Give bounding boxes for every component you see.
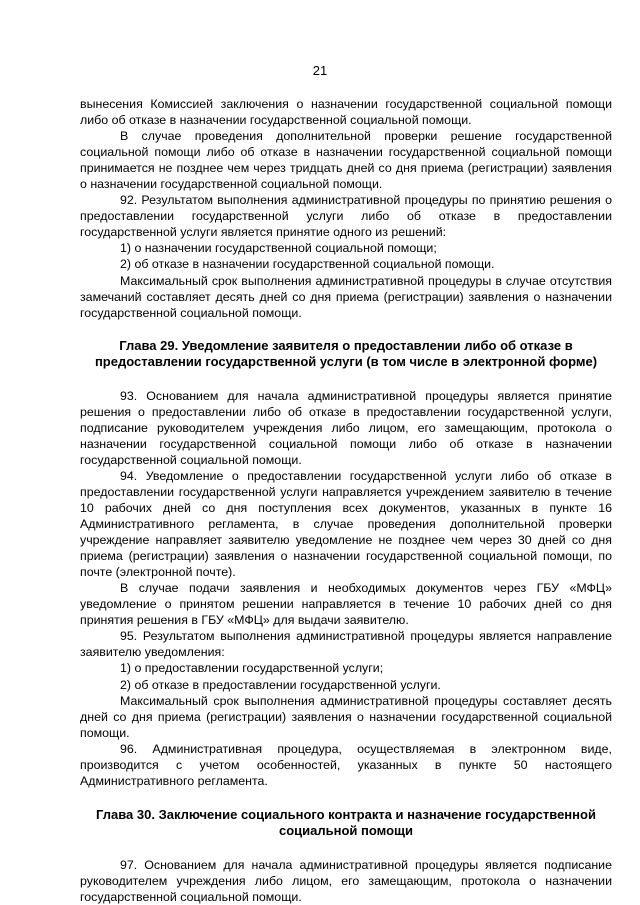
paragraph-95-max-term: Максимальный срок выполнения административной процедуры составляет десять дней со дня приема (регистрации) заявления о назначении государственной социальной помощи.: [80, 693, 612, 740]
paragraph-92: 92. Результатом выполнения административной процедуры по принятию решения о предоставлении государственной услуги либо об отказе в предоставлении государственной услуги является принятие одного из решений:: [80, 193, 612, 240]
chapter-29-heading: Глава 29. Уведомление заявителя о предоставлении либо об отказе в предоставлении государственной услуги (в том числе в электронной форме): [94, 337, 598, 370]
paragraph-97: 97. Основанием для начала административной процедуры является подписание руководителем учреждения либо лицом, его замещающим, протокола о назначении государственной социальной помощи.: [80, 857, 612, 904]
list-item-92-2: 2) об отказе в назначении государственной социальной помощи.: [120, 257, 495, 272]
chapter-30-heading: Глава 30. Заключение социального контракта и назначение государственной социальной помощи: [96, 806, 596, 839]
paragraph-92-max-term: Максимальный срок выполнения административной процедуры в случае отсутствия замечаний составляет десять дней со дня приема (регистрации) заявления о назначении государственной социальной помощи.: [80, 273, 612, 320]
paragraph-additional-check: В случае проведения дополнительной проверки решение государственной социальной помощи либо об отказе в назначении государственной социальной помощи принимается не позднее чем через тридцать дней со дня приема (регистрации) заявления о назначении государственной социальной помощи.: [80, 129, 612, 192]
paragraph-96: 96. Административная процедура, осуществляемая в электронном виде, производится с учетом особенностей, указанных в пункте 50 настоящего Административного регламента.: [80, 741, 612, 788]
paragraph-95: 95. Результатом выполнения административной процедуры является направление заявителю уведомления:: [80, 629, 612, 660]
document-body: [80, 96, 612, 905]
paragraph-93: 93. Основанием для начала административной процедуры является принятие решения о предоставлении либо об отказе в предоставлении государственной услуги, подписание руководителем учреждения либо лицом, его замещающим, протокола о назначении государственной социальной помощи либо об отказе в назначении государственной социальной помощи.: [80, 388, 612, 467]
paragraph-94-mfc: В случае подачи заявления и необходимых документов через ГБУ «МФЦ» уведомление о принятом решении направляется в течение 10 рабочих дней со дня принятия решения в ГБУ «МФЦ» для выдачи заявителю.: [80, 581, 612, 628]
paragraph-94: 94. Уведомление о предоставлении государственной услуги либо об отказе в предоставлении государственной услуги направляется учреждением заявителю в течение 10 рабочих дней со дня поступления всех документов, указанных в пункте 16 Административного регламента, в случае проведения дополнительной проверки учреждение направляет заявителю уведомление не позднее чем через 30 дней со дня приема (регистрации) заявления о назначении государственной социальной помощи, по почте (электронной почте).: [80, 468, 612, 580]
list-item-92-1: 1) о назначении государственной социальной помощи;: [120, 241, 437, 256]
page-number: 21: [312, 63, 328, 78]
list-item-95-1: 1) о предоставлении государственной услуги;: [120, 661, 384, 676]
list-item-95-2: 2) об отказе в предоставлении государственной услуги.: [120, 677, 441, 692]
paragraph-91-cont: вынесения Комиссией заключения о назначении государственной социальной помощи либо об отказе в назначении государственной социальной помощи.: [80, 97, 612, 128]
